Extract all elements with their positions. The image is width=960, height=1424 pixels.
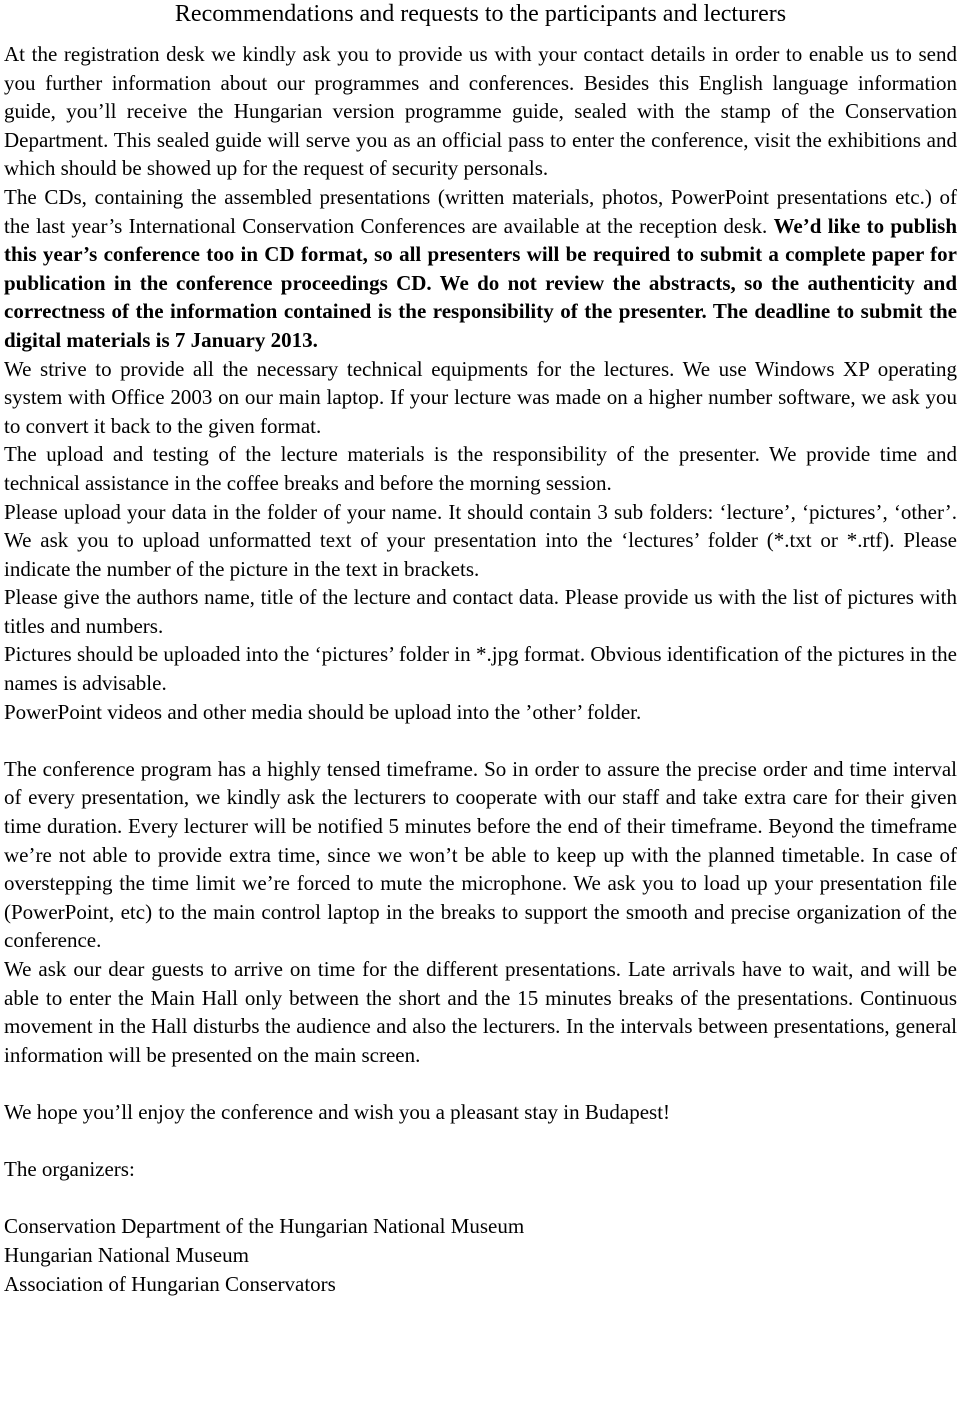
spacer <box>4 1184 957 1213</box>
spacer <box>4 1069 957 1098</box>
organizers-label: The organizers: <box>4 1157 135 1182</box>
paragraph-pictures: Pictures should be uploaded into the ‘pictures’ folder in *.jpg format. Obvious identification of the pictures in the names is advisable. <box>4 642 957 696</box>
paragraph-arrival: We ask our dear guests to arrive on time for the different presentations. Late arrivals have to wait, and will be able to enter the Main Hall only between the short and the 15 minutes breaks of the presentations. Continuous movement in the Hall disturbs the audience and also the lecturers. In the intervals between presentations, general information will be presented on the main screen. <box>4 957 957 1067</box>
spacer <box>4 1127 957 1156</box>
spacer <box>4 726 957 755</box>
paragraph-timeframe: The conference program has a highly tensed timeframe. So in order to assure the precise order and time interval of every presentation, we kindly ask the lecturers to cooperate with our staff and take extra care for their given time duration. Every lecturer will be notified 5 minutes before the end of their timeframe. Beyond the timeframe we’re not able to provide extra time, since we won’t be able to keep up with the planned timetable. In case of overstepping the time limit we’re forced to mute the microphone. We ask you to load up your presentation file (PowerPoint, etc) to the main control laptop in the breaks to support the smooth and precise organization of the conference. <box>4 756 957 953</box>
organizer-item: Association of Hungarian Conservators <box>4 1271 336 1296</box>
organizer-item: Conservation Department of the Hungarian National Museum <box>4 1214 525 1239</box>
paragraph-authors: Please give the authors name, title of the lecture and contact data. Please provide us with the list of pictures with titles and numbers. <box>4 585 957 638</box>
closing-line: We hope you’ll enjoy the conference and wish you a pleasant stay in Budapest! <box>4 1099 671 1124</box>
page-title: Recommendations and requests to the participants and lecturers <box>174 1 787 27</box>
paragraph-registration: At the registration desk we kindly ask you to provide us with your contact details in order to enable us to send you further information about our programmes and conferences. Besides this English language information guide, you’ll receive the Hungarian version programme guide, sealed with the stamp of the Conservation Department. This sealed guide will serve you as an official pass to enter the conference, visit the exhibitions and which should be showed up for the request of security personals. <box>4 42 957 181</box>
paragraph-technical: We strive to provide all the necessary technical equipments for the lectures. We use Windows XP operating system with Office 2003 on our main laptop. If your lecture was made on a higher number software, we ask you to convert it back to the given format. <box>4 356 957 438</box>
paragraph-upload-testing: The upload and testing of the lecture materials is the responsibility of the presenter. We provide time and technical assistance in the coffee breaks and before the morning session. <box>4 442 957 495</box>
cds-text: The CDs, containing the assembled presentations (written materials, photos, PowerPoint presentations etc.) of the last year’s International Conservation Conferences are available at the reception desk. <box>4 184 957 238</box>
organizer-item: Hungarian National Museum <box>4 1242 249 1267</box>
paragraph-media: PowerPoint videos and other media should be upload into the ’other’ folder. <box>4 699 642 724</box>
document-page <box>4 0 957 1298</box>
paragraph-cds <box>4 183 957 355</box>
cds-bold-text: We’d like to publish this year’s conference too in CD format, so all presenters will be required to submit a complete paper for publication in the conference proceedings CD. We do not review the abstracts, so the authenticity and correctness of the information contained is the responsibility of the presenter. The deadline to submit the digital materials is 7 January 2013. <box>4 213 957 352</box>
paragraph-folders: Please upload your data in the folder of your name. It should contain 3 sub folders: ‘lecture’, ‘pictures’, ‘other’. We ask you to upload unformatted text of your presentation into the ‘lectures’ folder (*.txt or *.rtf). Please indicate the number of the picture in the text in brackets. <box>4 499 957 581</box>
